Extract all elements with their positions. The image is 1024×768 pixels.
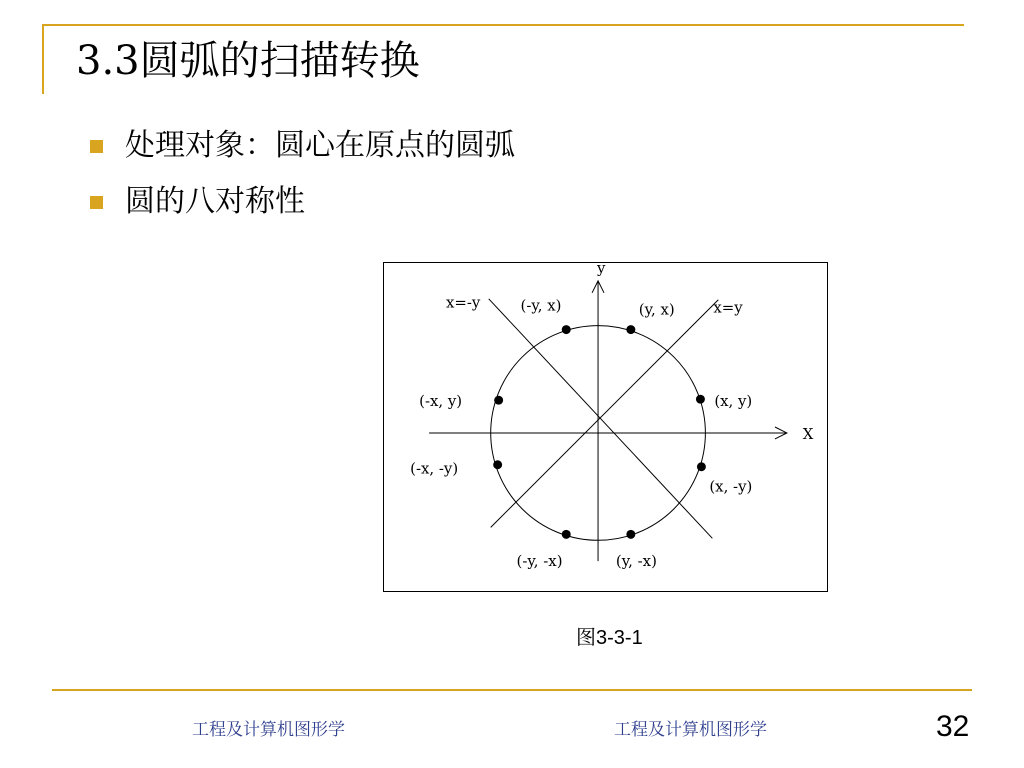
symmetry-point xyxy=(626,325,635,334)
point-label-y-minus-x: (y, -x) xyxy=(615,552,657,571)
footer-left-text: 工程及计算机图形学 xyxy=(192,720,345,740)
symmetry-point xyxy=(562,530,571,539)
point-label-minus-x-y: (-x, y) xyxy=(419,392,463,411)
page-number: 32 xyxy=(936,710,970,743)
circle-symmetry-diagram xyxy=(384,263,827,591)
bullet-square-icon xyxy=(90,196,103,209)
line-label-x-equals-y: x=y xyxy=(713,298,743,317)
line-label-x-equals-minus-y: x=-y xyxy=(445,293,481,312)
slide-title: 3.3圆弧的扫描转换 xyxy=(76,38,420,84)
title-left-rule xyxy=(42,24,44,94)
footer-center-text: 工程及计算机图形学 xyxy=(614,720,767,740)
bullet-item xyxy=(90,118,515,174)
circle-symmetry-figure xyxy=(383,262,828,592)
y-axis-label: y xyxy=(597,263,606,277)
bullet-list xyxy=(90,118,515,230)
x-axis-label: X xyxy=(802,424,814,443)
line-x-equals-y xyxy=(491,300,719,528)
point-label-minus-y-x: (-y, x) xyxy=(520,296,562,315)
point-label-minus-y-minus-x: (-y, -x) xyxy=(516,552,563,571)
point-label-minus-x-minus-y: (-x, -y) xyxy=(410,459,459,478)
title-top-rule xyxy=(42,24,964,26)
figure-caption: 图3-3-1 xyxy=(576,627,643,649)
symmetry-point xyxy=(493,460,502,469)
bullet-item xyxy=(90,174,515,230)
point-label-y-x: (y, x) xyxy=(638,300,675,319)
symmetry-point xyxy=(494,396,503,405)
point-label-x-minus-y: (x, -y) xyxy=(709,477,753,496)
symmetry-point xyxy=(562,325,571,334)
bullet-text: 处理对象：圆心在原点的圆弧 xyxy=(125,128,515,163)
bullet-square-icon xyxy=(90,140,103,153)
symmetry-point xyxy=(626,530,635,539)
symmetry-point xyxy=(696,395,705,404)
bullet-text: 圆的八对称性 xyxy=(125,184,305,219)
symmetry-point xyxy=(697,462,706,471)
line-x-equals-minus-y xyxy=(489,296,713,539)
point-label-x-y: (x, y) xyxy=(714,392,753,411)
footer-rule xyxy=(52,689,972,691)
